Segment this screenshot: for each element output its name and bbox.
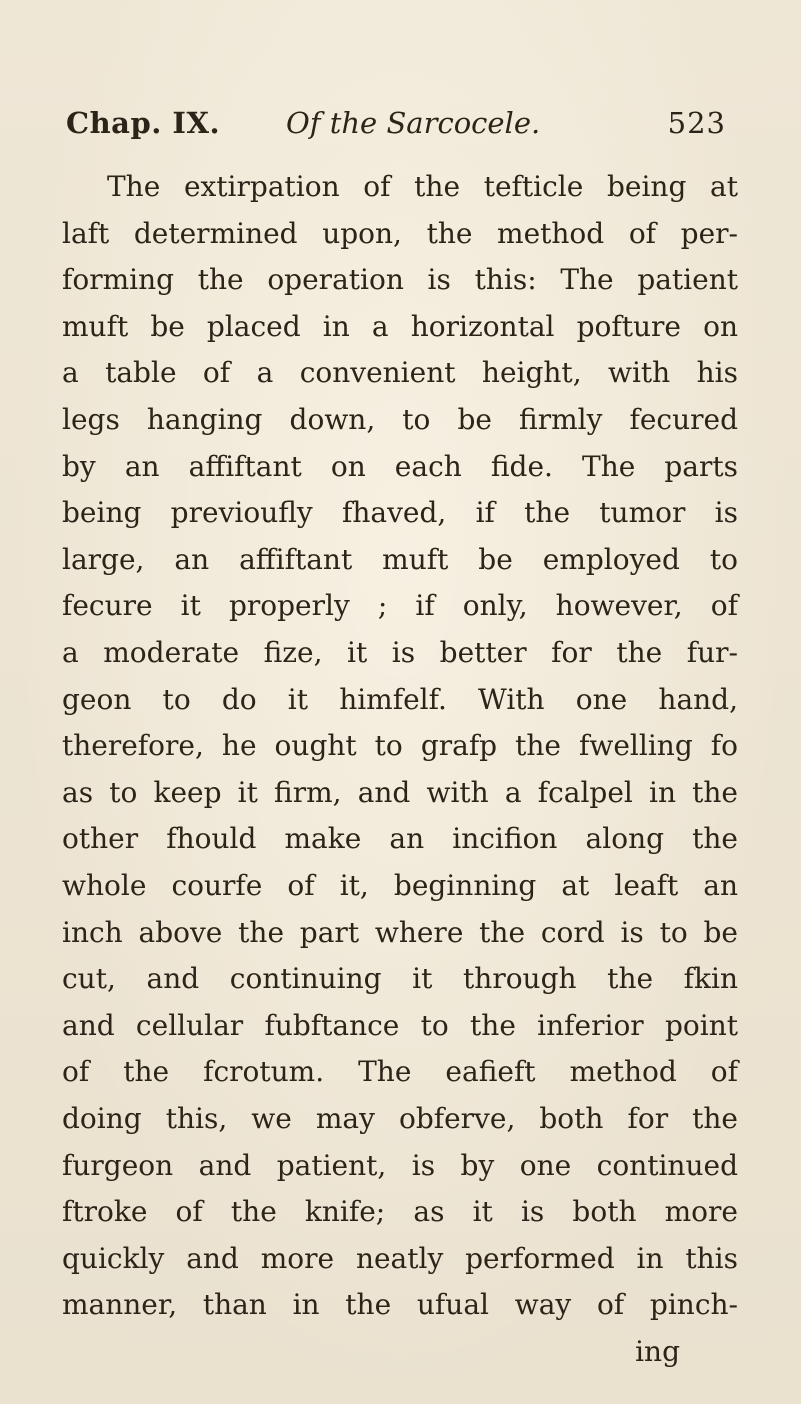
text-line: therefore, he ought to grafp the fwelling fo: [62, 729, 738, 763]
text-line: ftroke of the knife; as it is both more: [62, 1195, 738, 1229]
text-line: laft determined upon, the method of per-: [62, 216, 738, 250]
running-title: Of the Sarcocele.: [286, 106, 541, 140]
text-line: The extirpation of the tefticle being at: [107, 170, 738, 203]
page-number: 523: [667, 106, 726, 140]
text-line: furgeon and patient, is by one continued: [62, 1148, 738, 1182]
text-line: doing this, we may obferve, both for the: [62, 1102, 738, 1135]
text-line: and cellular fubftance to the inferior point: [62, 1008, 738, 1042]
text-line: quickly and more neatly performed in this: [62, 1241, 738, 1275]
text-line: muft be placed in a horizontal pofture on: [62, 309, 738, 343]
text-line: manner, than in the ufual way of pinch-: [62, 1288, 738, 1322]
text-line: forming the operation is this: The patient: [62, 263, 738, 297]
chapter-label: Chap. IX.: [66, 106, 221, 140]
text-line: as to keep it firm, and with a fcalpel in the: [62, 775, 738, 809]
text-line: geon to do it himfelf. With one hand,: [62, 682, 738, 716]
text-line: being previoufly fhaved, if the tumor is: [62, 496, 738, 530]
text-line: of the fcrotum. The eafieft method of: [62, 1055, 738, 1089]
text-line: a table of a convenient height, with his: [62, 356, 738, 390]
text-line: a moderate fize, it is better for the fur-: [62, 636, 738, 669]
text-line: inch above the part where the cord is to be: [62, 915, 738, 949]
text-line: fecure it properly ; if only, however, of: [62, 589, 738, 623]
text-line: whole courfe of it, beginning at leaft an: [62, 869, 738, 902]
text-line: by an affiftant on each fide. The parts: [62, 449, 738, 483]
text-line: legs hanging down, to be firmly fecured: [62, 403, 738, 436]
text-line: large, an affiftant muft be employed to: [62, 542, 738, 576]
text-line: cut, and continuing it through the fkin: [62, 962, 738, 996]
catchword: ing: [635, 1335, 680, 1368]
running-header: [66, 106, 726, 152]
text-line: other fhould make an incifion along the: [62, 822, 738, 856]
